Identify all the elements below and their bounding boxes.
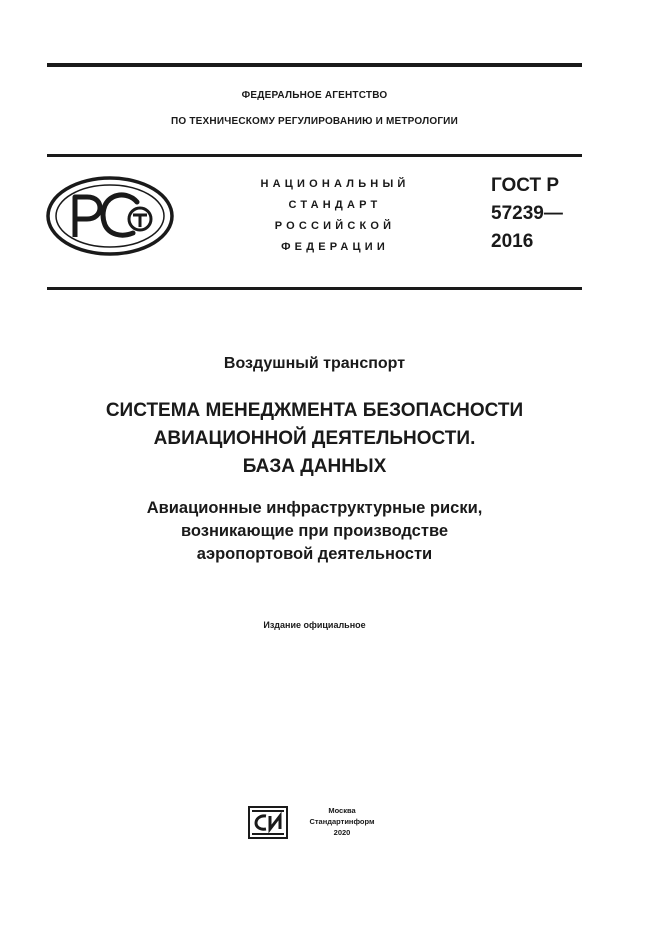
edition-label: Издание официальное [263, 620, 366, 630]
document-title [47, 397, 582, 481]
subtitle-line-2: возникающие при производстве [180, 522, 449, 540]
standartinform-logo-icon [248, 806, 288, 839]
publisher-name: Стандартинформ [309, 817, 375, 826]
designation-line-3: 2016 [491, 231, 534, 252]
standard-type-line-2: СТАНДАРТ [288, 199, 382, 211]
agency-name-line-2: ПО ТЕХНИЧЕСКОМУ РЕГУЛИРОВАНИЮ И МЕТРОЛОГИИ [171, 116, 458, 127]
header-bottom-rule [47, 287, 582, 290]
publisher-year: 2020 [333, 828, 351, 837]
designation-line-2: 57239— [491, 203, 563, 224]
agency-name-line-1: ФЕДЕРАЛЬНОЕ АГЕНТСТВО [241, 90, 388, 101]
publisher-info [297, 805, 387, 838]
title-line-1: СИСТЕМА МЕНЕДЖМЕНТА БЕЗОПАСНОСТИ [105, 400, 524, 421]
standard-type [230, 174, 440, 258]
title-line-3: БАЗА ДАННЫХ [242, 456, 387, 477]
subtitle-line-1: Авиационные инфраструктурные риски, [146, 499, 483, 517]
rst-certification-mark-icon [45, 175, 175, 257]
document-subject: Воздушный транспорт [223, 355, 406, 372]
document-subtitle [47, 497, 582, 566]
top-rule [47, 63, 582, 67]
title-line-2: АВИАЦИОННОЙ ДЕЯТЕЛЬНОСТИ. [153, 428, 476, 449]
publisher-city: Москва [328, 806, 356, 815]
designation-line-1: ГОСТ Р [491, 175, 560, 196]
subtitle-line-3: аэропортовой деятельности [196, 545, 433, 563]
header-rule [47, 154, 582, 157]
standard-type-line-3: РОССИЙСКОЙ [274, 220, 396, 232]
standard-type-line-1: НАЦИОНАЛЬНЫЙ [260, 178, 410, 190]
standard-designation [491, 172, 563, 256]
standard-type-line-4: ФЕДЕРАЦИИ [281, 241, 389, 253]
